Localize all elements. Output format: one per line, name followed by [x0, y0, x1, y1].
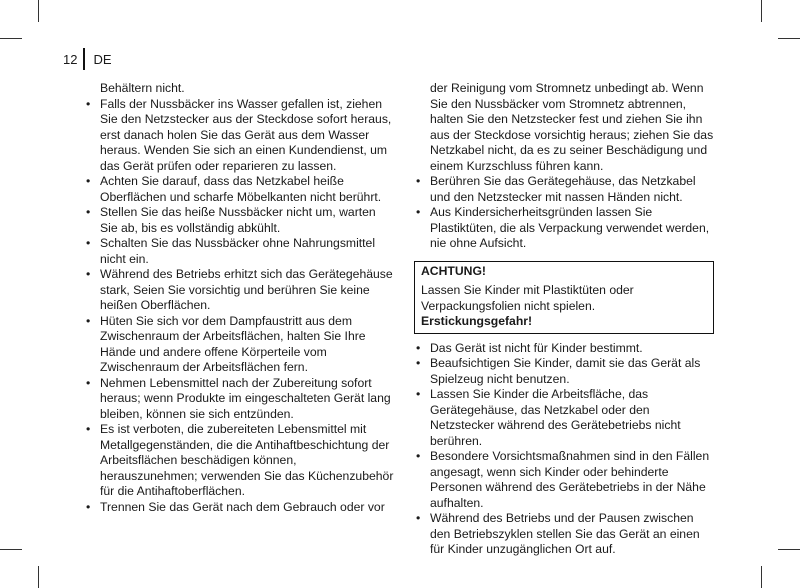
continuation-text: der Reinigung vom Stromnetz unbedingt ab. Wenn Sie den Nussbäcker vom Stromnetz abtrennen, halten Sie den Netzstecker fest und ziehen Sie ihn aus der Steckdose vorsichtig heraus; ziehen Sie das Netzkabel nicht, da es zu seiner Beschädigung und einem Kurzschluss führen kann. [430, 81, 714, 173]
list-item: • Stellen Sie das heiße Nussbäcker nicht um, warten Sie ab, bis es vollständig abkühlt. [84, 205, 394, 236]
safety-list [414, 174, 714, 252]
crop-mark [0, 549, 22, 550]
list-item: • Es ist verboten, die zubereiteten Lebensmittel mit Metallgegenständen, die die Antihaftbeschichtung der Arbeitsflächen beschädigen können, herauszunehmen; verwenden Sie das Küchenzubehör für die Antihaftoberflächen. [84, 422, 394, 500]
child-safety-list [414, 341, 714, 558]
crop-mark [778, 549, 800, 550]
list-item: • Beaufsichtigen Sie Kinder, damit sie das Gerät als Spielzeug nicht benutzen. [414, 356, 714, 387]
language-code: DE [93, 51, 112, 67]
safety-list [84, 97, 394, 516]
crop-mark [761, 566, 762, 588]
list-item: • Während des Betriebs und der Pausen zwischen den Betriebszyklen stellen Sie das Gerät an einen für Kinder unzugänglichen Ort auf. [414, 511, 714, 558]
list-item: • Während des Betriebs erhitzt sich das Gerätegehäuse stark, Seien Sie vorsichtig und berühren Sie keine heißen Oberflächen. [84, 267, 394, 314]
list-item: • Besondere Vorsichtsmaßnahmen sind in den Fällen angesagt, wenn sich Kinder oder behinderte Personen während des Gerätebetriebs in der Nähe aufhalten. [414, 449, 714, 511]
list-item: • Achten Sie darauf, dass das Netzkabel heiße Oberflächen und scharfe Möbelkanten nicht berührt. [84, 174, 394, 205]
list-item: • Schalten Sie das Nussbäcker ohne Nahrungsmittel nicht ein. [84, 236, 394, 267]
list-item: • Lassen Sie Kinder die Arbeitsfläche, das Gerätegehäuse, das Netzkabel oder den Netzstecker während des Gerätebetriebs nicht berühren. [414, 387, 714, 449]
crop-mark [38, 566, 39, 588]
right-column [414, 81, 714, 558]
warning-body: Lassen Sie Kinder mit Plastiktüten oder Verpackungsfolien nicht spielen. [421, 283, 634, 313]
crop-mark [761, 0, 762, 22]
warning-emphasis: Erstickungsgefahr! [421, 314, 533, 328]
warning-text [421, 283, 707, 330]
left-column [84, 81, 394, 515]
crop-mark [0, 38, 22, 39]
header-divider [83, 48, 85, 70]
list-item: • Aus Kindersicherheitsgründen lassen Sie Plastiktüten, die als Verpackung verwendet werden, nie ohne Aufsicht. [414, 205, 714, 252]
crop-mark [778, 38, 800, 39]
warning-title: ACHTUNG! [421, 263, 486, 278]
list-item: • Nehmen Lebensmittel nach der Zubereitung sofort heraus; wenn Produkte im eingeschalteten Gerät lang bleiben, können sie sich entzünden. [84, 376, 394, 423]
list-item: • Das Gerät ist nicht für Kinder bestimmt. [414, 341, 714, 357]
list-item: • Falls der Nussbäcker ins Wasser gefallen ist, ziehen Sie den Netzstecker aus der Steckdose sofort heraus, erst danach holen Sie das Gerät aus dem Wasser heraus. Wenden Sie sich an einen Kundendienst, um das Gerät prüfen oder reparieren zu lassen. [84, 97, 394, 175]
list-item: • Trennen Sie das Gerät nach dem Gebrauch oder vor [84, 500, 394, 516]
page-number: 12 [63, 51, 78, 67]
page-header [63, 48, 112, 70]
list-item: • Hüten Sie sich vor dem Dampfaustritt aus dem Zwischenraum der Arbeitsflächen, halten Sie Ihre Hände und andere offene Körperteile vom Zwischenraum der Arbeitsflächen fern. [84, 314, 394, 376]
list-item: • Berühren Sie das Gerätegehäuse, das Netzkabel und den Netzstecker mit nassen Händen nicht. [414, 174, 714, 205]
crop-mark [38, 0, 39, 22]
warning-box [414, 261, 714, 334]
continuation-text: Behältern nicht. [100, 81, 185, 95]
